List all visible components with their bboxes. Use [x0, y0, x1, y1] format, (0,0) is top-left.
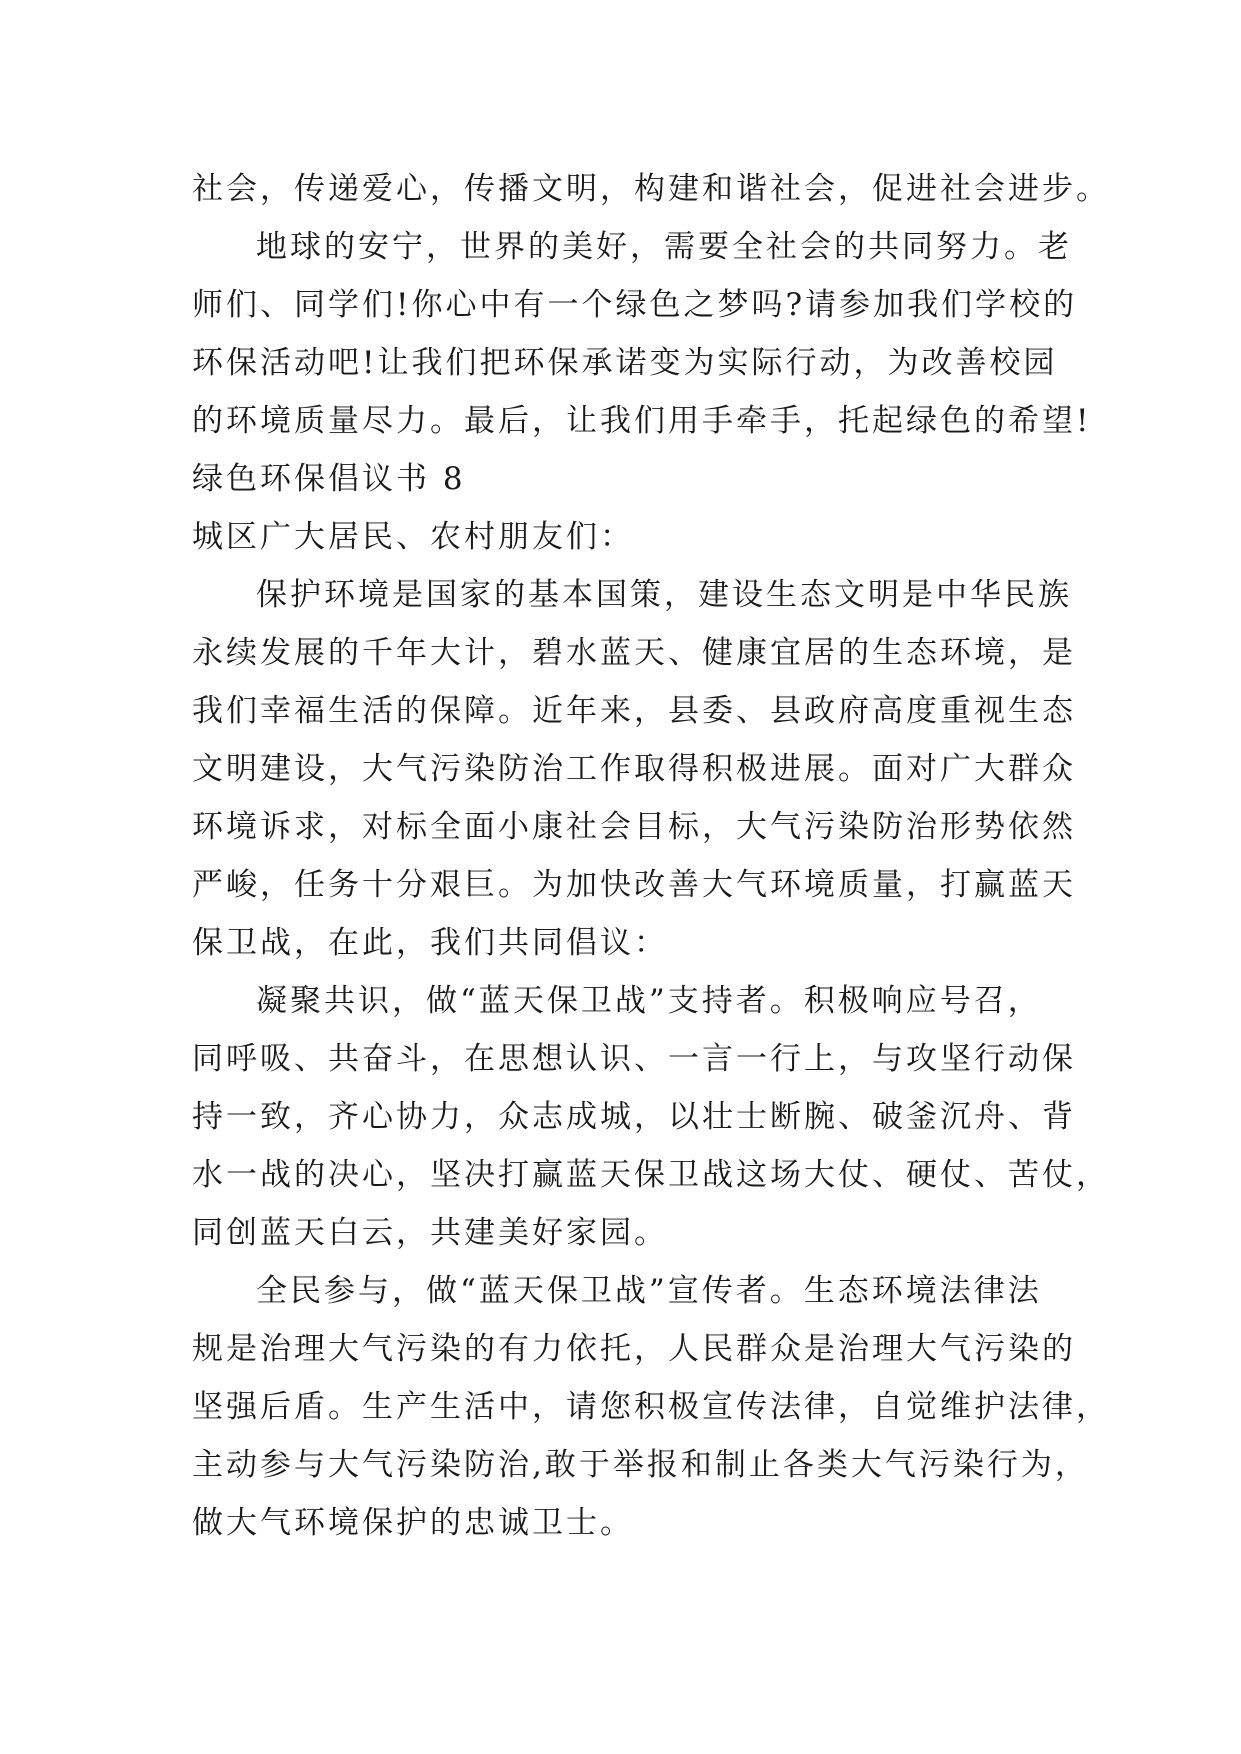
text-line: 严峻，任务十分艰巨。为加快改善大气环境质量，打赢蓝天: [192, 867, 1076, 903]
text-line: 规是治理大气污染的有力依托，人民群众是治理大气污染的: [192, 1331, 1076, 1367]
paragraph-start-line: 地球的安宁，世界的美好，需要全社会的共同努力。老: [256, 229, 1072, 265]
text-line: 师们、同学们!你心中有一个绿色之梦吗?请参加我们学校的: [192, 287, 1078, 323]
paragraph-start-line: 保护环境是国家的基本国策，建设生态文明是中华民族: [256, 577, 1072, 613]
paragraph-start-line: 全民参与，做“蓝天保卫战”宣传者。生态环境法律法: [256, 1273, 1042, 1309]
paragraph-start-line: 凝聚共识，做“蓝天保卫战”支持者。积极响应号召，: [256, 983, 1042, 1019]
text-line: 水一战的决心，坚决打赢蓝天保卫战这场大仗、硬仗、苦仗，: [192, 1157, 1110, 1193]
text-line: 持一致，齐心协力，众志成城，以壮士断腕、破釜沉舟、背: [192, 1099, 1076, 1135]
text-line: 保卫战，在此，我们共同倡议：: [192, 925, 668, 961]
text-line: 文明建设，大气污染防治工作取得积极进展。面对广大群众: [192, 751, 1076, 787]
document-body: [192, 160, 1110, 1552]
text-line: 的环境质量尽力。最后，让我们用手牵手，托起绿色的希望!: [192, 403, 1092, 439]
text-line: 主动参与大气污染防治,敢于举报和制止各类大气污染行为，: [192, 1447, 1089, 1483]
text-line: 同创蓝天白云，共建美好家园。: [192, 1215, 668, 1251]
text-line: 环境诉求，对标全面小康社会目标，大气污染防治形势依然: [192, 809, 1076, 845]
text-line: 社会，传递爱心，传播文明，构建和谐社会，促进社会进步。: [192, 171, 1110, 207]
text-line: 永续发展的千年大计，碧水蓝天、健康宜居的生态环境，是: [192, 635, 1076, 671]
text-line: 做大气环境保护的忠诚卫士。: [192, 1505, 634, 1541]
text-line: 同呼吸、共奋斗，在思想认识、一言一行上，与攻坚行动保: [192, 1041, 1076, 1077]
section-heading: 绿色环保倡议书 8: [192, 461, 466, 497]
text-line: 环保活动吧!让我们把环保承诺变为实际行动，为改善校园: [192, 345, 1058, 381]
salutation: 城区广大居民、农村朋友们：: [192, 519, 634, 555]
text-line: 坚强后盾。生产生活中，请您积极宣传法律，自觉维护法律，: [192, 1389, 1110, 1425]
text-line: 我们幸福生活的保障。近年来，县委、县政府高度重视生态: [192, 693, 1076, 729]
